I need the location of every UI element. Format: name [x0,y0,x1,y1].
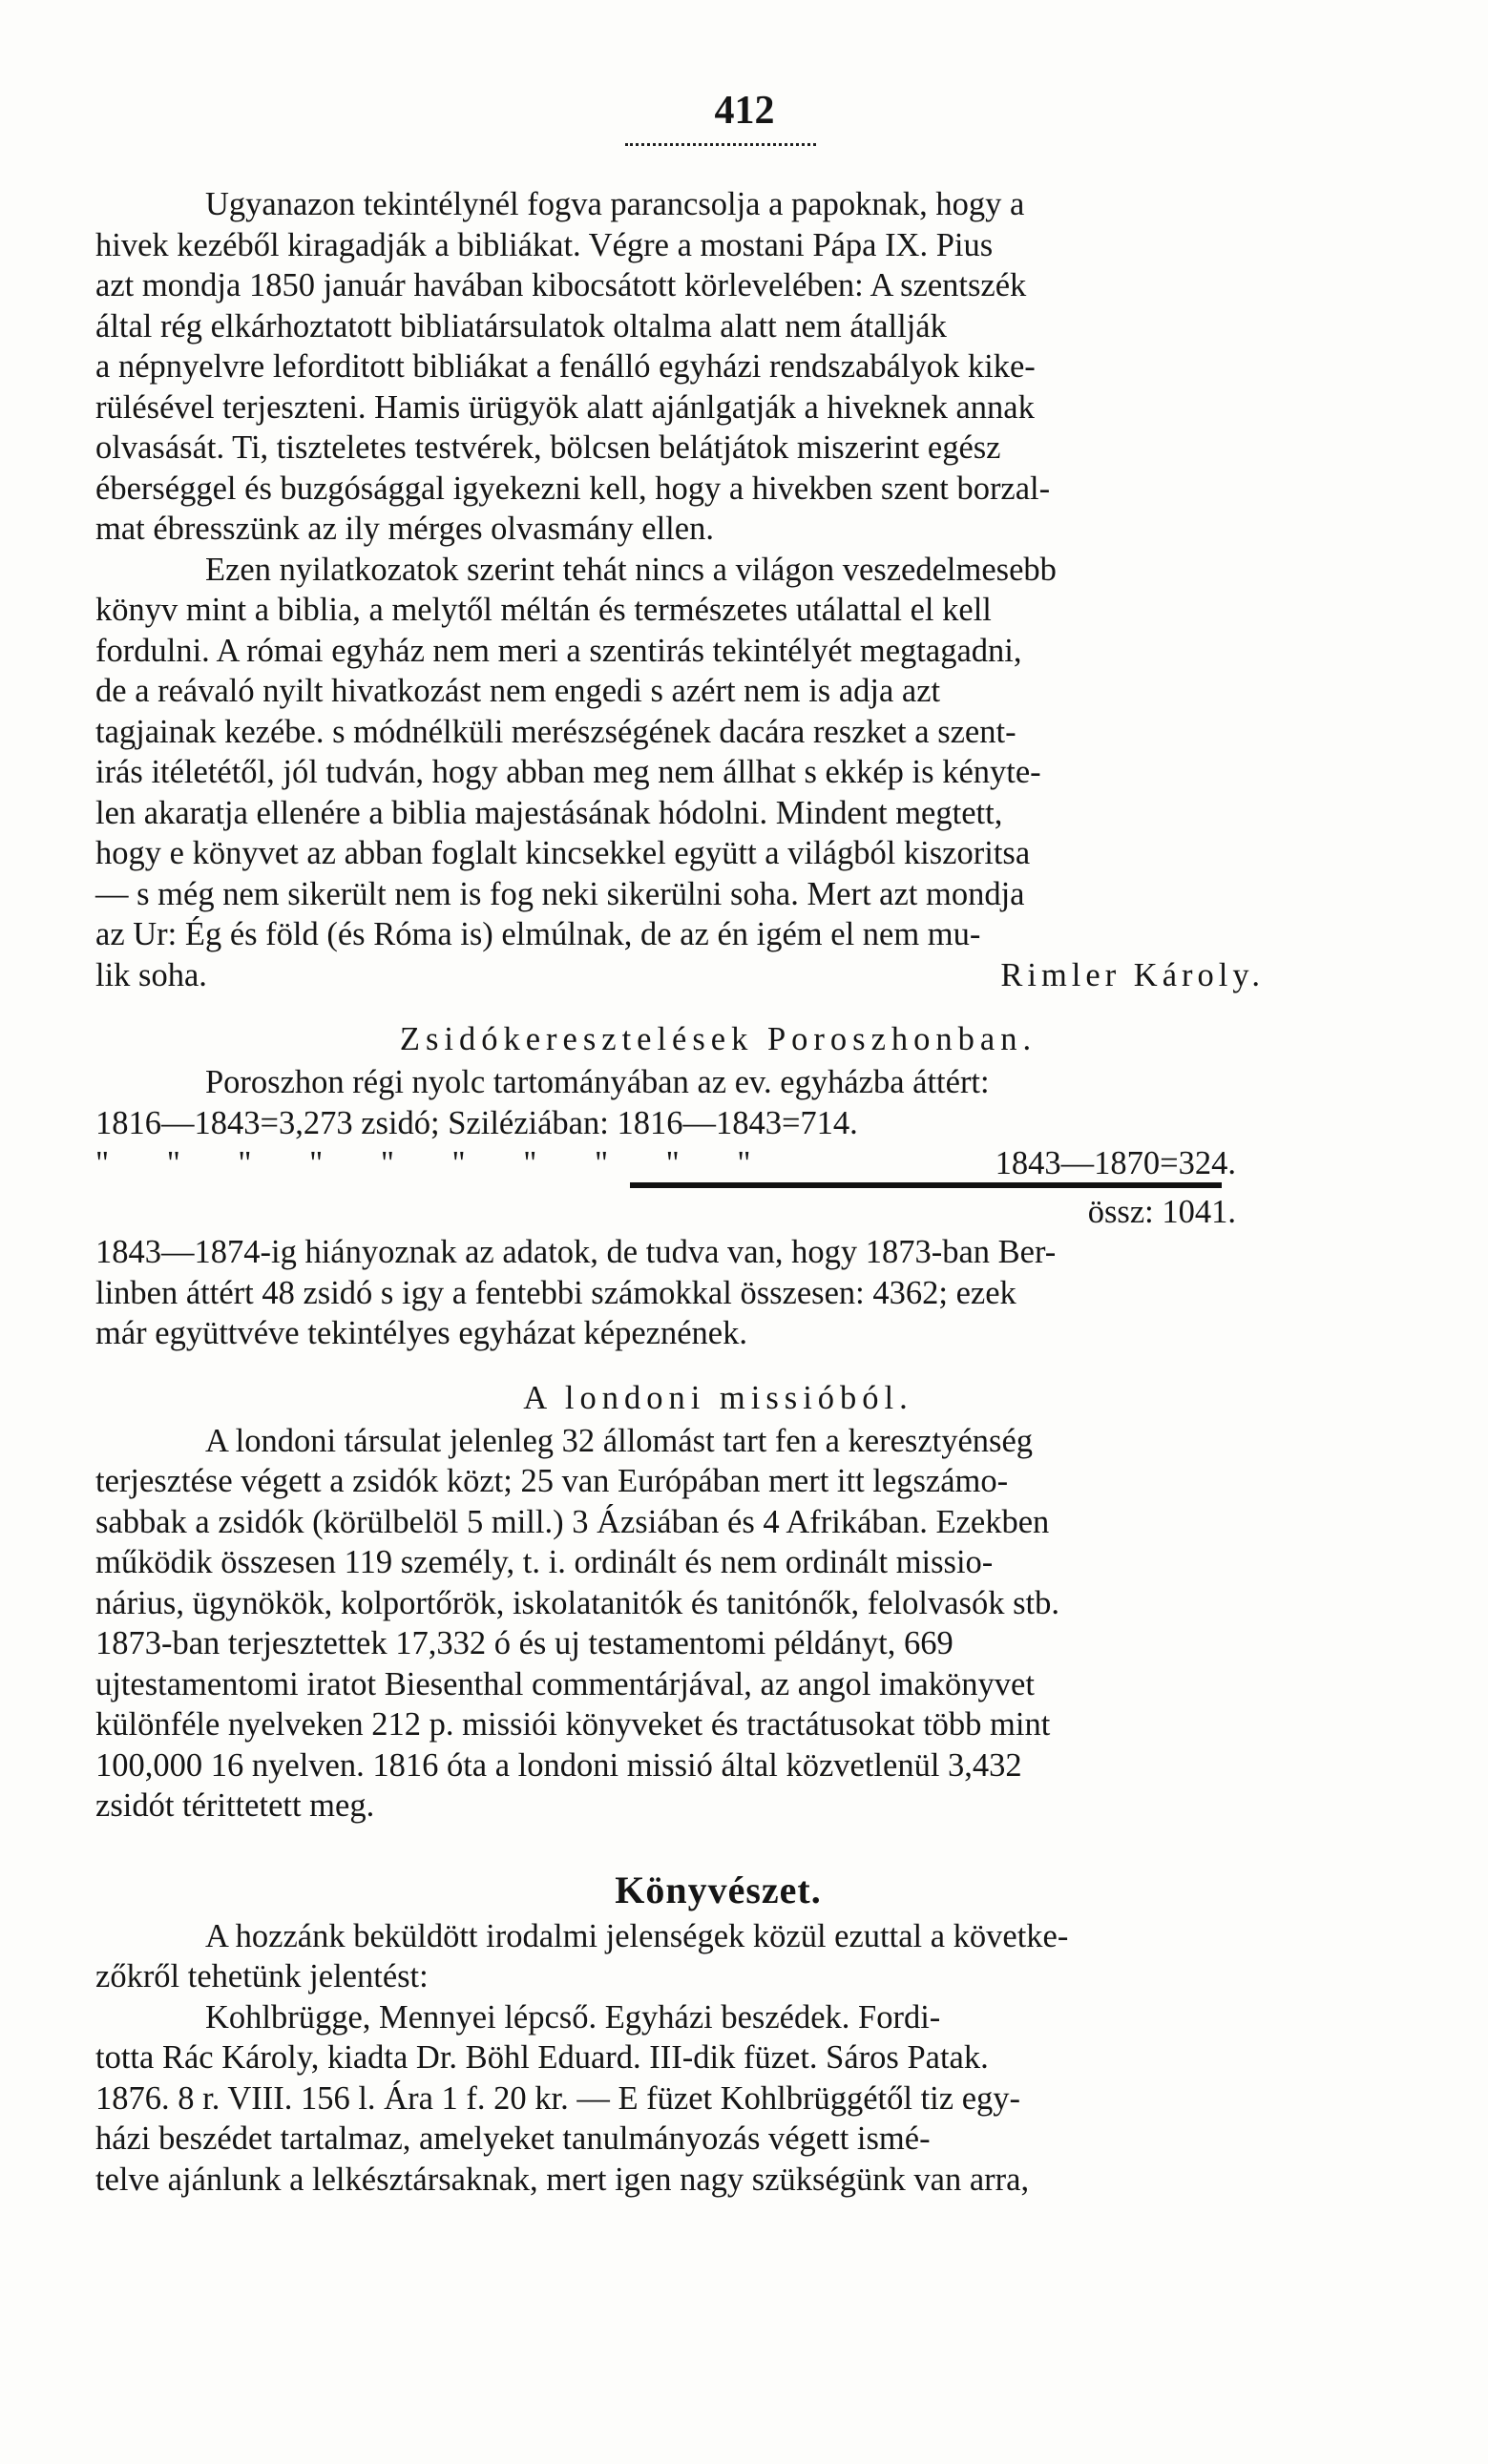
text-line: de a reávaló nyilt hivatkozást nem engedi s azért nem is adja azt [95,673,941,709]
text-line: 1843—1874-ig hiányoznak az adatok, de tudva van, hogy 1873-ban Ber- [95,1234,1057,1270]
ditto-marks: " " " " " " " " " " [95,1145,776,1181]
page-number-ornament [625,143,816,146]
section-conversions [95,1062,1341,1354]
text-line: — s még nem sikerült nem is fog neki sikerülni soha. Mert azt mondja [95,875,1025,912]
stat-value: 1843—1870=324. [995,1145,1236,1181]
text-line: telve ajánlunk a lelkésztársaknak, mert igen nagy szükségünk van arra, [95,2161,1030,2198]
text-column [95,184,1341,2200]
text-line: különféle nyelveken 212 p. missiói könyveket és tractátusokat több mint [95,1706,1051,1743]
text-line: által rég elkárhoztatott bibliatársulatok oltalma alatt nem átallják [95,307,947,345]
text-line: 100,000 16 nyelven. 1816 óta a londoni missió által közvetlenül 3,432 [95,1746,1022,1784]
text-line: irás itéletétől, jól tudván, hogy abban meg nem állhat s ekkép is kényte- [95,754,1041,790]
text-line: A londoni társulat jelenleg 32 állomást tart fen a keresztyénség [205,1422,1034,1459]
text-line: mat ébresszünk az ily mérges olvasmány ellen. [95,511,714,547]
text-line: Ugyanazon tekintélynél fogva parancsolja a papoknak, hogy a [205,186,1025,222]
text-line: tagjainak kezébe. s módnélküli merészségének dacára reszket a szent- [95,713,1016,750]
section-title-bibliography: Könyvészet. [615,1868,822,1911]
author-signature: Rimler Károly. [1000,956,1265,993]
stat-row-ditto [95,1143,1341,1184]
text-line: Kohlbrügge, Mennyei lépcső. Egyházi beszédek. Fordi- [205,1998,941,2036]
text-line: már együttvéve tekintélyes egyházat képeznének. [95,1315,747,1351]
text-line: ujtestamentomi iratot Biesenthal commentárjával, az angol imakönyvet [95,1665,1035,1702]
text-line: terjesztése végett a zsidók közt; 25 van Európában mert itt legszámo- [95,1463,1009,1499]
text-line: totta Rác Károly, kiadta Dr. Böhl Eduard. III-dik füzet. Sáros Patak. [95,2039,989,2076]
text-line: azt mondja 1850 január havában kibocsátott körlevelében: A szentszék [95,267,1027,303]
text-line: len akaratja ellenére a biblia majestásának hódolni. Mindent megtett, [95,794,1003,831]
text-line: működik összesen 119 személy, t. i. ordinált és nem ordinált missio- [95,1544,994,1580]
text-line: lik soha. [95,956,207,993]
section-london-mission [95,1421,1341,1827]
text-line: linben áttért 48 zsidó s igy a fentebbi számokkal összesen: 4362; ezek [95,1274,1016,1311]
text-line: nárius, ügynökök, kolportőrök, iskolatanitók és tanitónők, felolvasók stb. [95,1584,1059,1621]
text-line: Poroszhon régi nyolc tartományában az ev. egyházba áttért: [205,1064,990,1100]
paragraph-2 [95,550,1341,996]
section-title-london-mission: A londoni missióból. [523,1379,913,1416]
text-line: az Ur: Ég és föld (és Róma is) elmúlnak, de az én igém el nem mu- [95,916,981,952]
paragraph-1 [95,184,1341,550]
text-line: zőkről tehetünk jelentést: [95,1958,429,1994]
text-line: a népnyelvre leforditott bibliákat a fenálló egyházi rendszabályok kike- [95,348,1036,385]
text-line: fordulni. A római egyház nem meri a szentirás tekintélyét megtagadni, [95,632,1022,669]
page-number: 412 [714,89,775,133]
sum-row [95,1192,1341,1233]
text-line: könyv mint a biblia, a melytől méltán és természetes utálattal el kell [95,592,992,628]
text-line: házi beszédet tartalmaz, amelyeket tanulmányozás végett ismé- [95,2120,931,2157]
text-line: 1876. 8 r. VIII. 156 l. Ára 1 f. 20 kr. — E füzet Kohlbrüggétől tiz egy- [95,2079,1020,2117]
text-line-with-signature [95,955,1341,996]
sum-value: össz: 1041. [1087,1193,1236,1230]
text-line: A hozzánk beküldött irodalmi jelenségek közül ezuttal a követke- [205,1917,1069,1954]
text-line: rülésével terjeszteni. Hamis ürügyök alatt ajánlgatják a hiveknek annak [95,388,1035,426]
text-line: olvasását. Ti, tiszteletes testvérek, bölcsen belátjátok miszerint egész [95,429,1001,466]
text-line: Ezen nyilatkozatok szerint tehát nincs a világon veszedelmesebb [205,551,1057,588]
text-line: 1816—1843=3,273 zsidó; Sziléziában: 1816—1843=714. [95,1104,858,1141]
section-title-conversions: Zsidókeresztelések Poroszhonban. [399,1021,1037,1057]
text-line: hivek kezéből kiragadják a bibliákat. Végre a mostani Pápa IX. Pius [95,226,994,263]
text-line: zsidót térittetett meg. [95,1787,375,1824]
text-line: hogy e könyvet az abban foglalt kincsekkel együtt a világból kiszoritsa [95,835,1031,871]
section-bibliography [95,1916,1341,2201]
text-line: sabbak a zsidók (körülbelöl 5 mill.) 3 Ázsiában és 4 Afrikában. Ezekben [95,1503,1050,1540]
text-line: 1873-ban terjesztettek 17,332 ó és uj testamentomi példányt, 669 [95,1625,954,1661]
text-line: éberséggel és buzgósággal igyekezni kell, hogy a hivekben szent borzal- [95,470,1051,507]
